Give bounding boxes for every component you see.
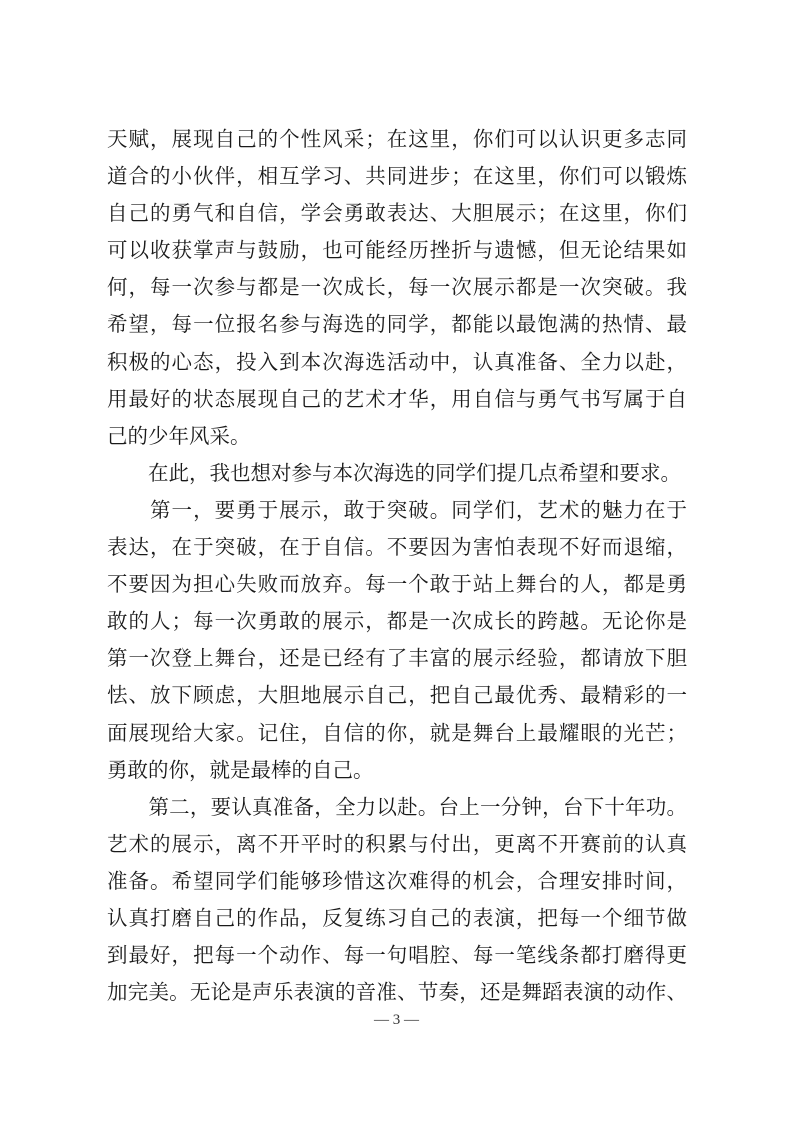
text-line: 积极的心态，投入到本次海选活动中，认真准备、全力以赴， [107, 349, 687, 374]
text-line: 面展现给大家。记住，自信的你，就是舞台上最耀眼的光芒； [107, 720, 687, 745]
text-line: 准备。希望同学们能够珍惜这次难得的机会，合理安排时间， [107, 868, 687, 893]
body-text [107, 121, 687, 1011]
text-line: 怯、放下顾虑，大胆地展示自己，把自己最优秀、最精彩的一 [107, 683, 687, 708]
text-line: 加完美。无论是声乐表演的音准、节奏，还是舞蹈表演的动作、 [107, 980, 687, 1005]
text-line: 道合的小伙伴，相互学习、共同进步；在这里，你们可以锻炼 [107, 164, 687, 189]
text-line: 可以收获掌声与鼓励，也可能经历挫折与遗憾，但无论结果如 [107, 238, 687, 263]
text-line: 在此，我也想对参与本次海选的同学们提几点希望和要求。 [107, 460, 681, 485]
text-line: 到最好，把每一个动作、每一句唱腔、每一笔线条都打磨得更 [107, 943, 687, 968]
text-line: 天赋，展现自己的个性风采；在这里，你们可以认识更多志同 [107, 127, 687, 151]
text-line: 第一，要勇于展示，敢于突破。同学们，艺术的魅力在于 [107, 497, 687, 522]
text-line: 认真打磨自己的作品，反复练习自己的表演，把每一个细节做 [107, 905, 687, 930]
text-line: 第二，要认真准备，全力以赴。台上一分钟，台下十年功。 [107, 794, 687, 819]
text-line: 表达，在于突破，在于自信。不要因为害怕表现不好而退缩， [107, 535, 687, 560]
page-number: — 3 — [374, 1012, 419, 1028]
text-line: 勇敢的你，就是最棒的自己。 [107, 757, 374, 782]
text-line: 敢的人；每一次勇敢的展示，都是一次成长的跨越。无论你是 [107, 609, 687, 634]
text-line: 自己的勇气和自信，学会勇敢表达、大胆展示；在这里，你们 [107, 201, 687, 226]
text-line: 艺术的展示，离不开平时的积累与付出，更离不开赛前的认真 [107, 831, 687, 856]
text-line: 何，每一次参与都是一次成长，每一次展示都是一次突破。我 [107, 275, 687, 300]
text-line: 第一次登上舞台，还是已经有了丰富的展示经验，都请放下胆 [107, 646, 687, 671]
text-line: 用最好的状态展现自己的艺术才华，用自信与勇气书写属于自 [107, 386, 687, 411]
text-line: 己的少年风采。 [107, 423, 251, 448]
text-line: 希望，每一位报名参与海选的同学，都能以最饱满的热情、最 [107, 312, 687, 337]
text-line: 不要因为担心失败而放弃。每一个敢于站上舞台的人，都是勇 [107, 572, 687, 597]
